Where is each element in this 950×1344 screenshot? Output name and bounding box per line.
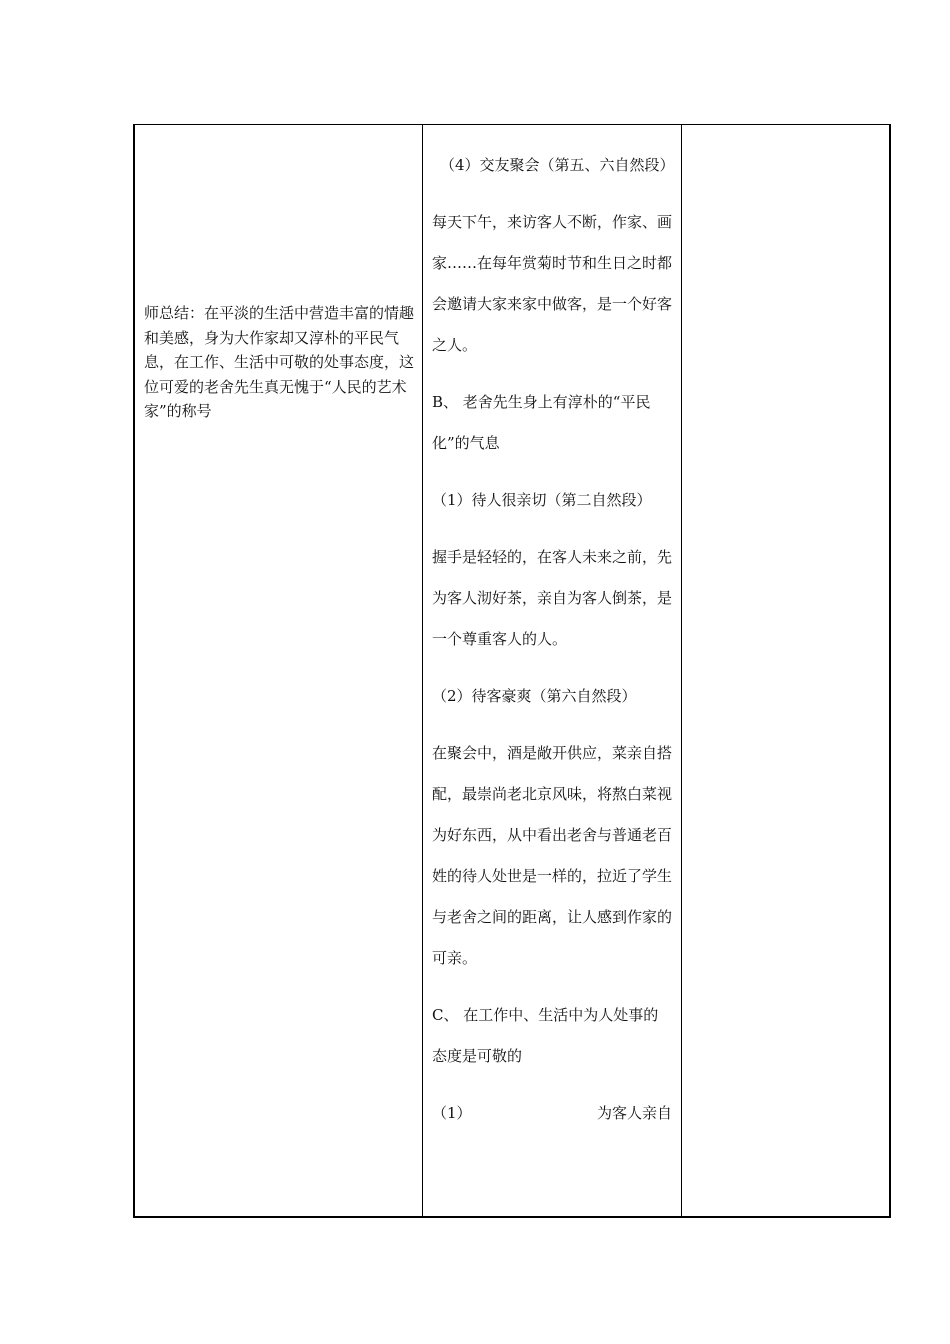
left-cell [135, 125, 423, 1216]
paragraph-hospitable: 每天下午，来访客人不断，作家、画家……在每年赏菊时节和生日之时都会邀请大家来家中做客，是一个好客之人。 [432, 213, 673, 354]
paragraph-generous-host: （2）待客豪爽（第六自然段） [432, 687, 637, 705]
paragraph-respect-guests: 握手是轻轻的，在客人未来之前，先为客人沏好茶，亲自为客人倒茶，是一个尊重客人的人。 [432, 548, 673, 648]
item-1-text: 为客人亲自 [596, 1104, 672, 1122]
paragraph-section-b: B、 老舍先生身上有淳朴的“平民化”的气息 [432, 393, 651, 452]
paragraph-kind-to-people: （1）待人很亲切（第二自然段） [432, 491, 652, 509]
paragraph-gathering-details: 在聚会中，酒是敞开供应，菜亲自搭配，最崇尚老北京风味，将熬白菜视为好东西，从中看出老舍与普通老百姓的待人处世是一样的，拉近了学生与老舍之间的距离，让人感到作家的可亲。 [432, 744, 673, 967]
lesson-table [133, 124, 891, 1218]
paragraph-item-1 [432, 1093, 672, 1134]
middle-cell-content [432, 145, 675, 1134]
item-1-label: （1） [432, 1104, 472, 1122]
paragraph-friends-gathering: （4）交友聚会（第五、六自然段） [440, 156, 675, 174]
middle-cell [423, 125, 682, 1216]
right-cell [682, 125, 889, 1216]
teacher-summary-text: 师总结：在平淡的生活中营造丰富的情趣和美感，身为大作家却又淳朴的平民气息，在工作、生活中可敬的处事态度，这位可爱的老舍先生真无愧于“人民的艺术家”的称号 [144, 304, 415, 420]
paragraph-section-c: C、 在工作中、生活中为人处事的态度是可敬的 [432, 1006, 659, 1065]
